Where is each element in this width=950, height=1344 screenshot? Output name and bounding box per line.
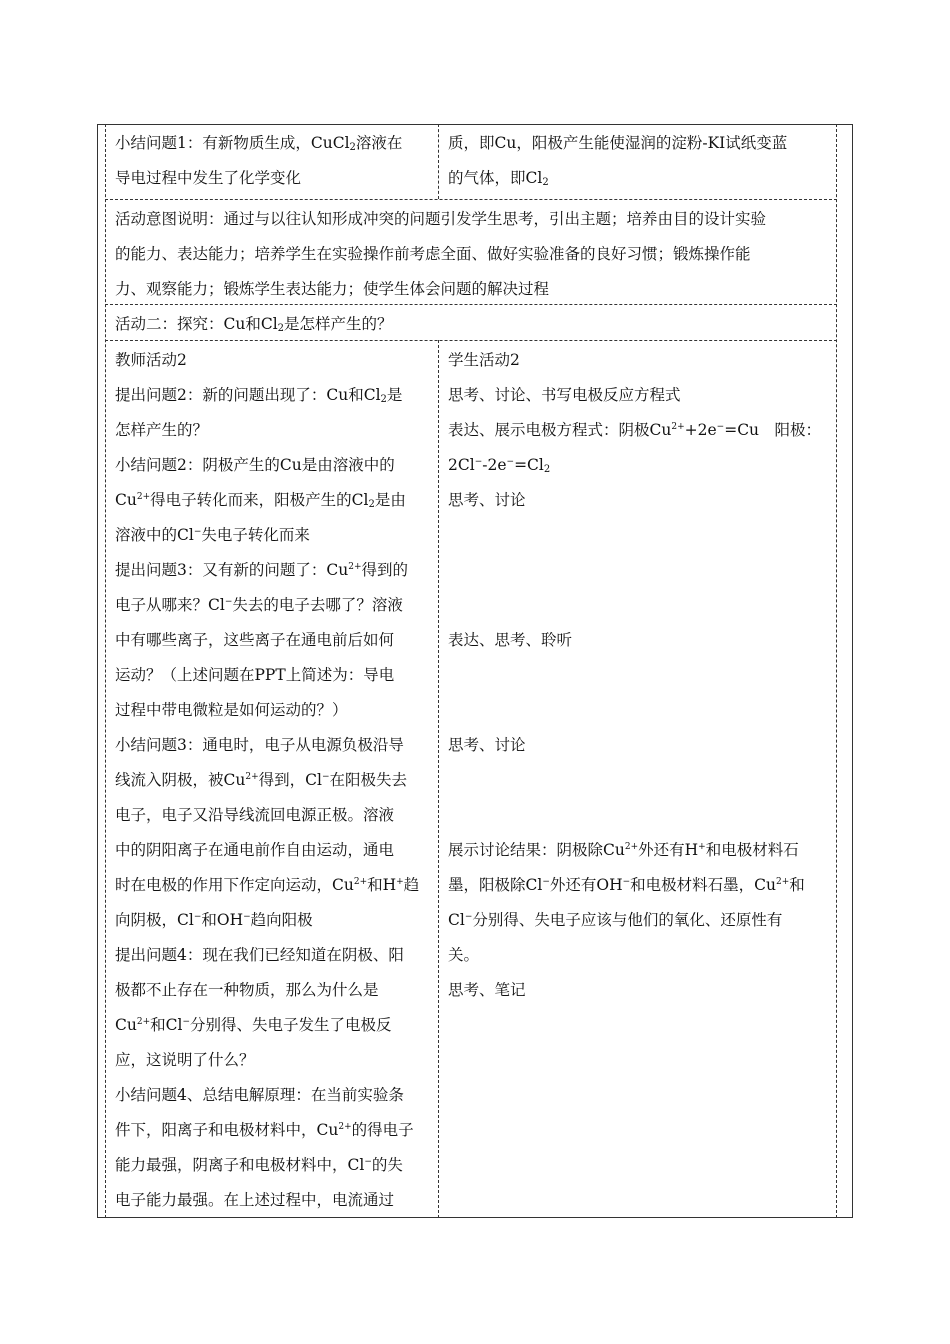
text-line: 溶液中的Cl−失电子转化而来 (115, 526, 310, 544)
text-line: 展示讨论结果：阴极除$Cu^{2+}$外还有H+和电极材料石 (448, 841, 799, 859)
text-line: 应，这说明了什么？ (115, 1051, 255, 1069)
text-line: 思考、讨论 (448, 736, 526, 754)
text-line: 电子，电子又沿导线流回电源正极。溶液 (115, 806, 395, 824)
text-line: 力、观察能力；锻炼学生表达能力；使学生体会问题的解决过程 (115, 280, 550, 298)
column-divider-top (438, 124, 439, 199)
text-line: 电子能力最强。在上述过程中，电流通过 (115, 1191, 395, 1209)
text-line: 的气体，即$Cl_2$ (448, 169, 549, 188)
text-line: 墨，阳极除Cl−外还有OH−和电极材料石墨，$Cu^{2+}$和 (448, 876, 805, 894)
text-line: 中有哪些离子，这些离子在通电前后如何 (115, 631, 395, 649)
text-line: 提出问题4：现在我们已经知道在阴极、阳 (115, 946, 404, 964)
text-line: 中的阴阳离子在通电前作自由运动，通电 (115, 841, 395, 859)
text-line: 表达、展示电极方程式：阴极$Cu^{2+}+2e^-=Cu$ 阳极： (448, 421, 822, 439)
student-header: 学生活动2 (448, 351, 520, 369)
text-line: 表达、思考、聆听 (448, 631, 573, 649)
teacher-header: 教师活动2 (115, 351, 187, 369)
text-line: 质，即Cu，阳极产生能使湿润的淀粉-KI试纸变蓝 (448, 134, 788, 152)
text-line: 能力最强，阴离子和电极材料中，Cl−的失 (115, 1156, 403, 1174)
text-line: 思考、讨论 (448, 491, 526, 509)
text-line: 的能力、表达能力；培养学生在实验操作前考虑全面、做好实验准备的良好习惯；锻炼操作能 (115, 245, 751, 263)
text-line: 提出问题2：新的问题出现了：Cu和$Cl_2$是 (115, 386, 403, 405)
text-line: 线流入阴极，被$Cu^{2+}$得到，Cl−在阳极失去 (115, 771, 408, 789)
text-line: 件下，阳离子和电极材料中，$Cu^{2+}$的得电子 (115, 1121, 414, 1139)
lesson-table (105, 124, 837, 1218)
text-line: 小结问题1：有新物质生成，CuCl$_2$溶液在 (115, 134, 403, 153)
text-line: 小结问题2：阴极产生的Cu是由溶液中的 (115, 456, 395, 474)
left-border (105, 124, 106, 1218)
text-line: $Cu^{2+}$和Cl−分别得、失电子发生了电极反 (115, 1016, 392, 1034)
column-divider-main (438, 340, 439, 1218)
text-line: 导电过程中发生了化学变化 (115, 169, 302, 187)
text-line: 时在电极的作用下作定向运动，$Cu^{2+}$和H+趋 (115, 876, 420, 894)
text-line: $2Cl^--2e^-=Cl_2$ (448, 456, 551, 475)
activity-intent-cell (115, 202, 766, 307)
text-line: 活动意图说明：通过与以往认知形成冲突的问题引发学生思考，引出主题；培养由目的设计实验 (115, 210, 767, 228)
text-line: 提出问题3：又有新的问题了：$Cu^{2+}$得到的 (115, 561, 409, 579)
row-divider (105, 199, 837, 200)
right-border (836, 124, 837, 1218)
text-line: 过程中带电微粒是如何运动的？） (115, 701, 348, 719)
text-line: 运动？（上述问题在PPT上简述为：导电 (115, 666, 395, 684)
text-line: 思考、讨论、书写电极反应方程式 (448, 386, 681, 404)
text-line: 向阴极，Cl−和OH−趋向阳极 (115, 911, 313, 929)
text-line: 关。 (448, 946, 480, 964)
text-line: 怎样产生的？ (115, 421, 209, 439)
activity2-title: 活动二：探究：Cu和$Cl_2$是怎样产生的？ (115, 315, 393, 334)
text-line: $Cu^{2+}$得电子转化而来，阳极产生的$Cl_2$是由 (115, 491, 406, 510)
text-line: 极都不止存在一种物质，那么为什么是 (115, 981, 379, 999)
text-line: 思考、笔记 (448, 981, 526, 999)
teacher-activity-column (115, 343, 419, 1218)
text-line: Cl−分别得、失电子应该与他们的氧化、还原性有 (448, 911, 783, 929)
text-line: 小结问题4、总结电解原理：在当前实验条 (115, 1086, 404, 1104)
row1-left-cell (115, 126, 402, 196)
text-line: 小结问题3：通电时，电子从电源负极沿导 (115, 736, 404, 754)
text-line: 电子从哪来？Cl−失去的电子去哪了？溶液 (115, 596, 403, 614)
row1-right-cell (448, 126, 787, 196)
student-activity-column (448, 343, 821, 1008)
